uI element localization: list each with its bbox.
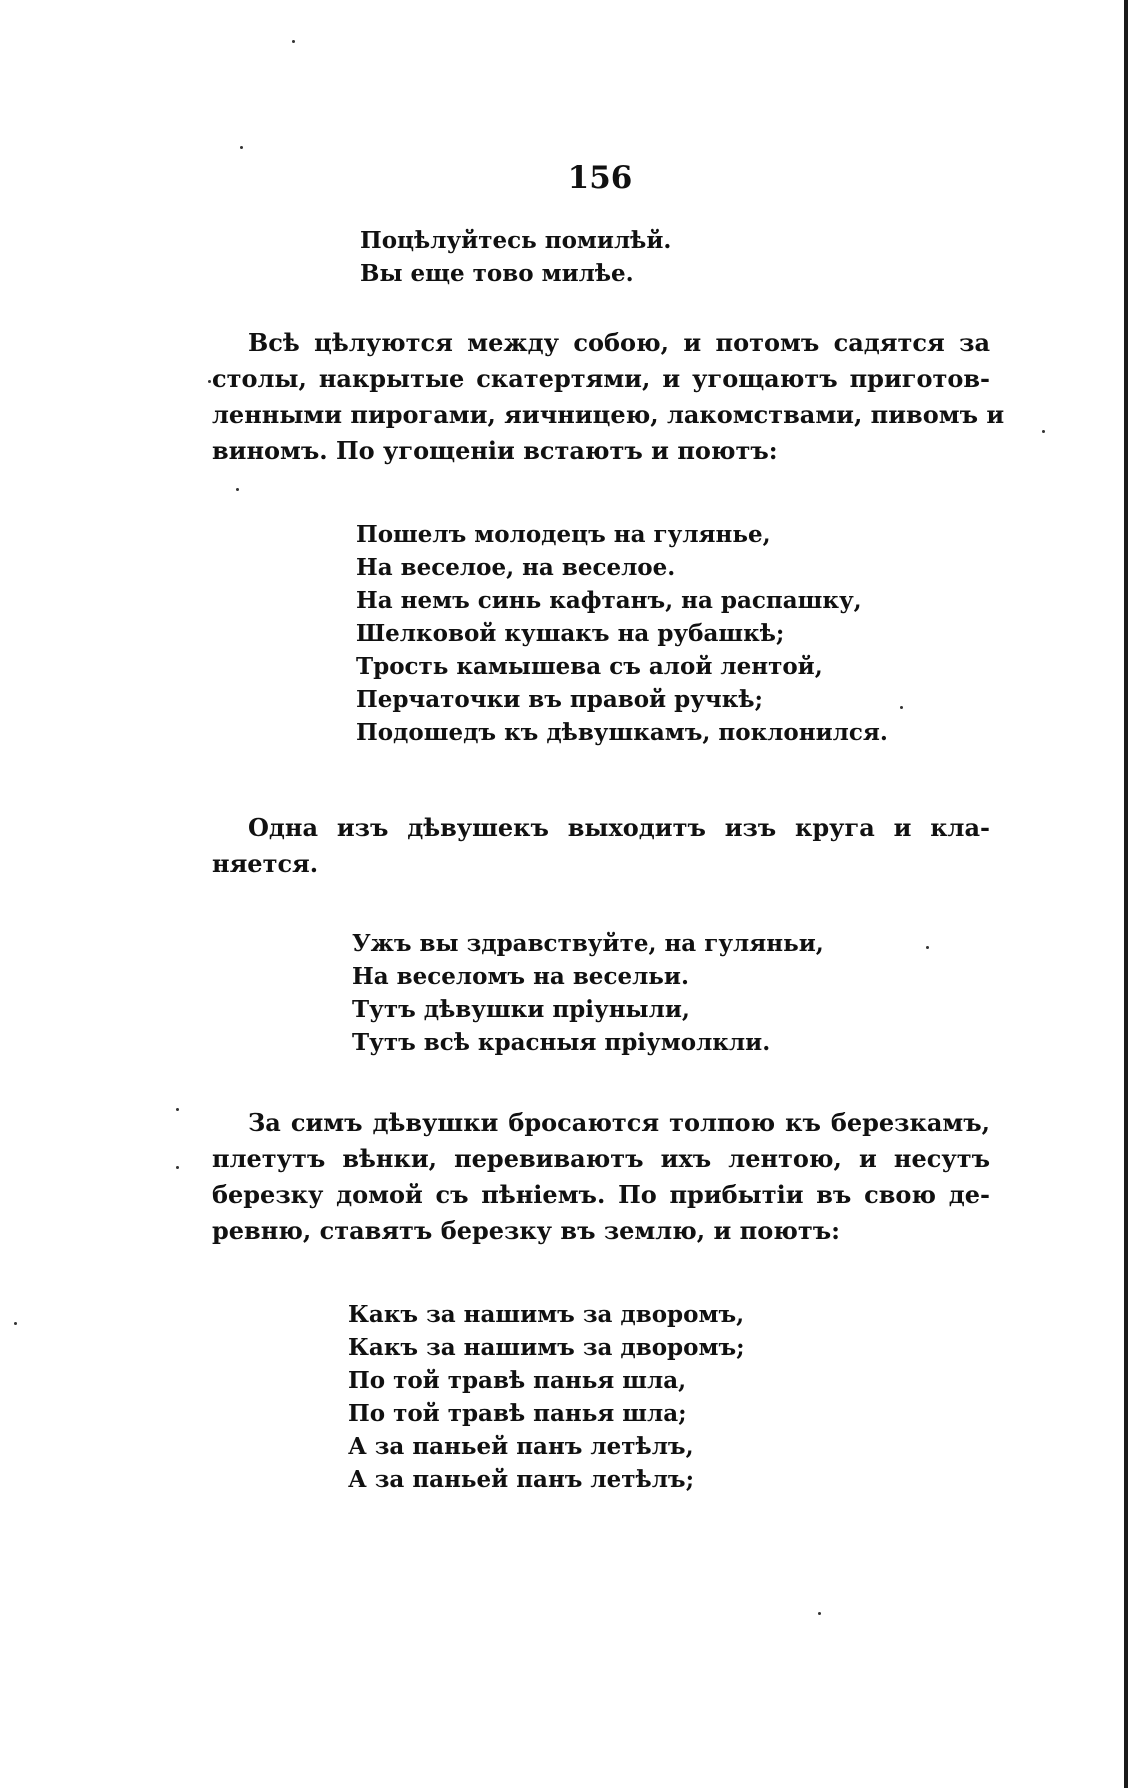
verse-line: Ужъ вы здравствуйте, на гуляньи,: [352, 930, 824, 957]
scan-speck: [1042, 430, 1045, 433]
prose-line: виномъ. По угощеніи встаютъ и поютъ:: [212, 436, 778, 465]
verse-line: Вы еще тово милѣе.: [360, 260, 634, 287]
paragraph-feast: [212, 325, 1005, 469]
prose-line: ленными пирогами, яичницею, лакомствами, пивомъ и: [212, 400, 1005, 429]
verse-line: А за паньей панъ летѣлъ;: [348, 1466, 695, 1493]
verse-line: Пошелъ молодецъ на гулянье,: [356, 521, 771, 548]
verse-line: Поцѣлуйтесь помилѣй.: [360, 227, 672, 254]
scan-speck: [236, 488, 239, 491]
verse-line: А за паньей панъ летѣлъ,: [348, 1433, 694, 1460]
verse-line: Трость камышева съ алой лентой,: [356, 653, 823, 680]
prose-line: ревню, ставятъ березку въ землю, и поютъ:: [212, 1216, 840, 1245]
verse-line: Какъ за нашимъ за дворомъ,: [348, 1301, 745, 1328]
verse-greeting: [352, 927, 824, 1059]
verse-line: Подошедъ къ дѣвушкамъ, поклонился.: [356, 719, 888, 746]
verse-young-man: [356, 518, 888, 749]
scan-speck: [208, 380, 211, 383]
prose-line: Одна изъ дѣвушекъ выходитъ изъ круга и кла-: [248, 813, 990, 842]
prose-line: березку домой съ пѣніемъ. По прибытіи въ свою де-: [212, 1180, 990, 1209]
verse-line: По той травѣ панья шла,: [348, 1367, 687, 1394]
scan-speck: [176, 1108, 179, 1111]
verse-line: Тутъ дѣвушки пріуныли,: [352, 996, 690, 1023]
scan-speck: [14, 1322, 17, 1325]
scan-speck: [176, 1166, 179, 1169]
prose-line: няется.: [212, 849, 319, 878]
verse-line: Какъ за нашимъ за дворомъ;: [348, 1334, 745, 1361]
scan-speck: [292, 40, 295, 43]
page-edge: [1124, 0, 1128, 1788]
page-number: 156: [567, 160, 633, 196]
verse-line: Тутъ всѣ красныя пріумолкли.: [352, 1029, 771, 1056]
verse-line: Шелковой кушакъ на рубашкѣ;: [356, 620, 785, 647]
scan-speck: [926, 946, 929, 949]
verse-line: На веселомъ на весельи.: [352, 963, 689, 990]
prose-line: За симъ дѣвушки бросаются толпою къ березкамъ,: [248, 1108, 990, 1137]
paragraph-birches: [212, 1105, 990, 1249]
prose-line: Всѣ цѣлуются между собою, и потомъ садятся за: [248, 328, 990, 357]
scan-speck: [240, 146, 243, 149]
scan-speck: [818, 1612, 821, 1615]
verse-line: На немъ синь кафтанъ, на распашку,: [356, 587, 862, 614]
prose-line: плетутъ вѣнки, перевиваютъ ихъ лентою, и несутъ: [212, 1144, 990, 1173]
verse-line: На веселое, на веселое.: [356, 554, 676, 581]
verse-line: По той травѣ панья шла;: [348, 1400, 687, 1427]
scan-speck: [900, 706, 903, 709]
verse-line: Перчаточки въ правой ручкѣ;: [356, 686, 764, 713]
verse-behind-yard: [348, 1298, 745, 1496]
prose-line: столы, накрытые скатертями, и угощаютъ приготов-: [212, 364, 990, 393]
verse-kiss: [360, 224, 671, 290]
paragraph-girl-bows: [212, 810, 990, 882]
